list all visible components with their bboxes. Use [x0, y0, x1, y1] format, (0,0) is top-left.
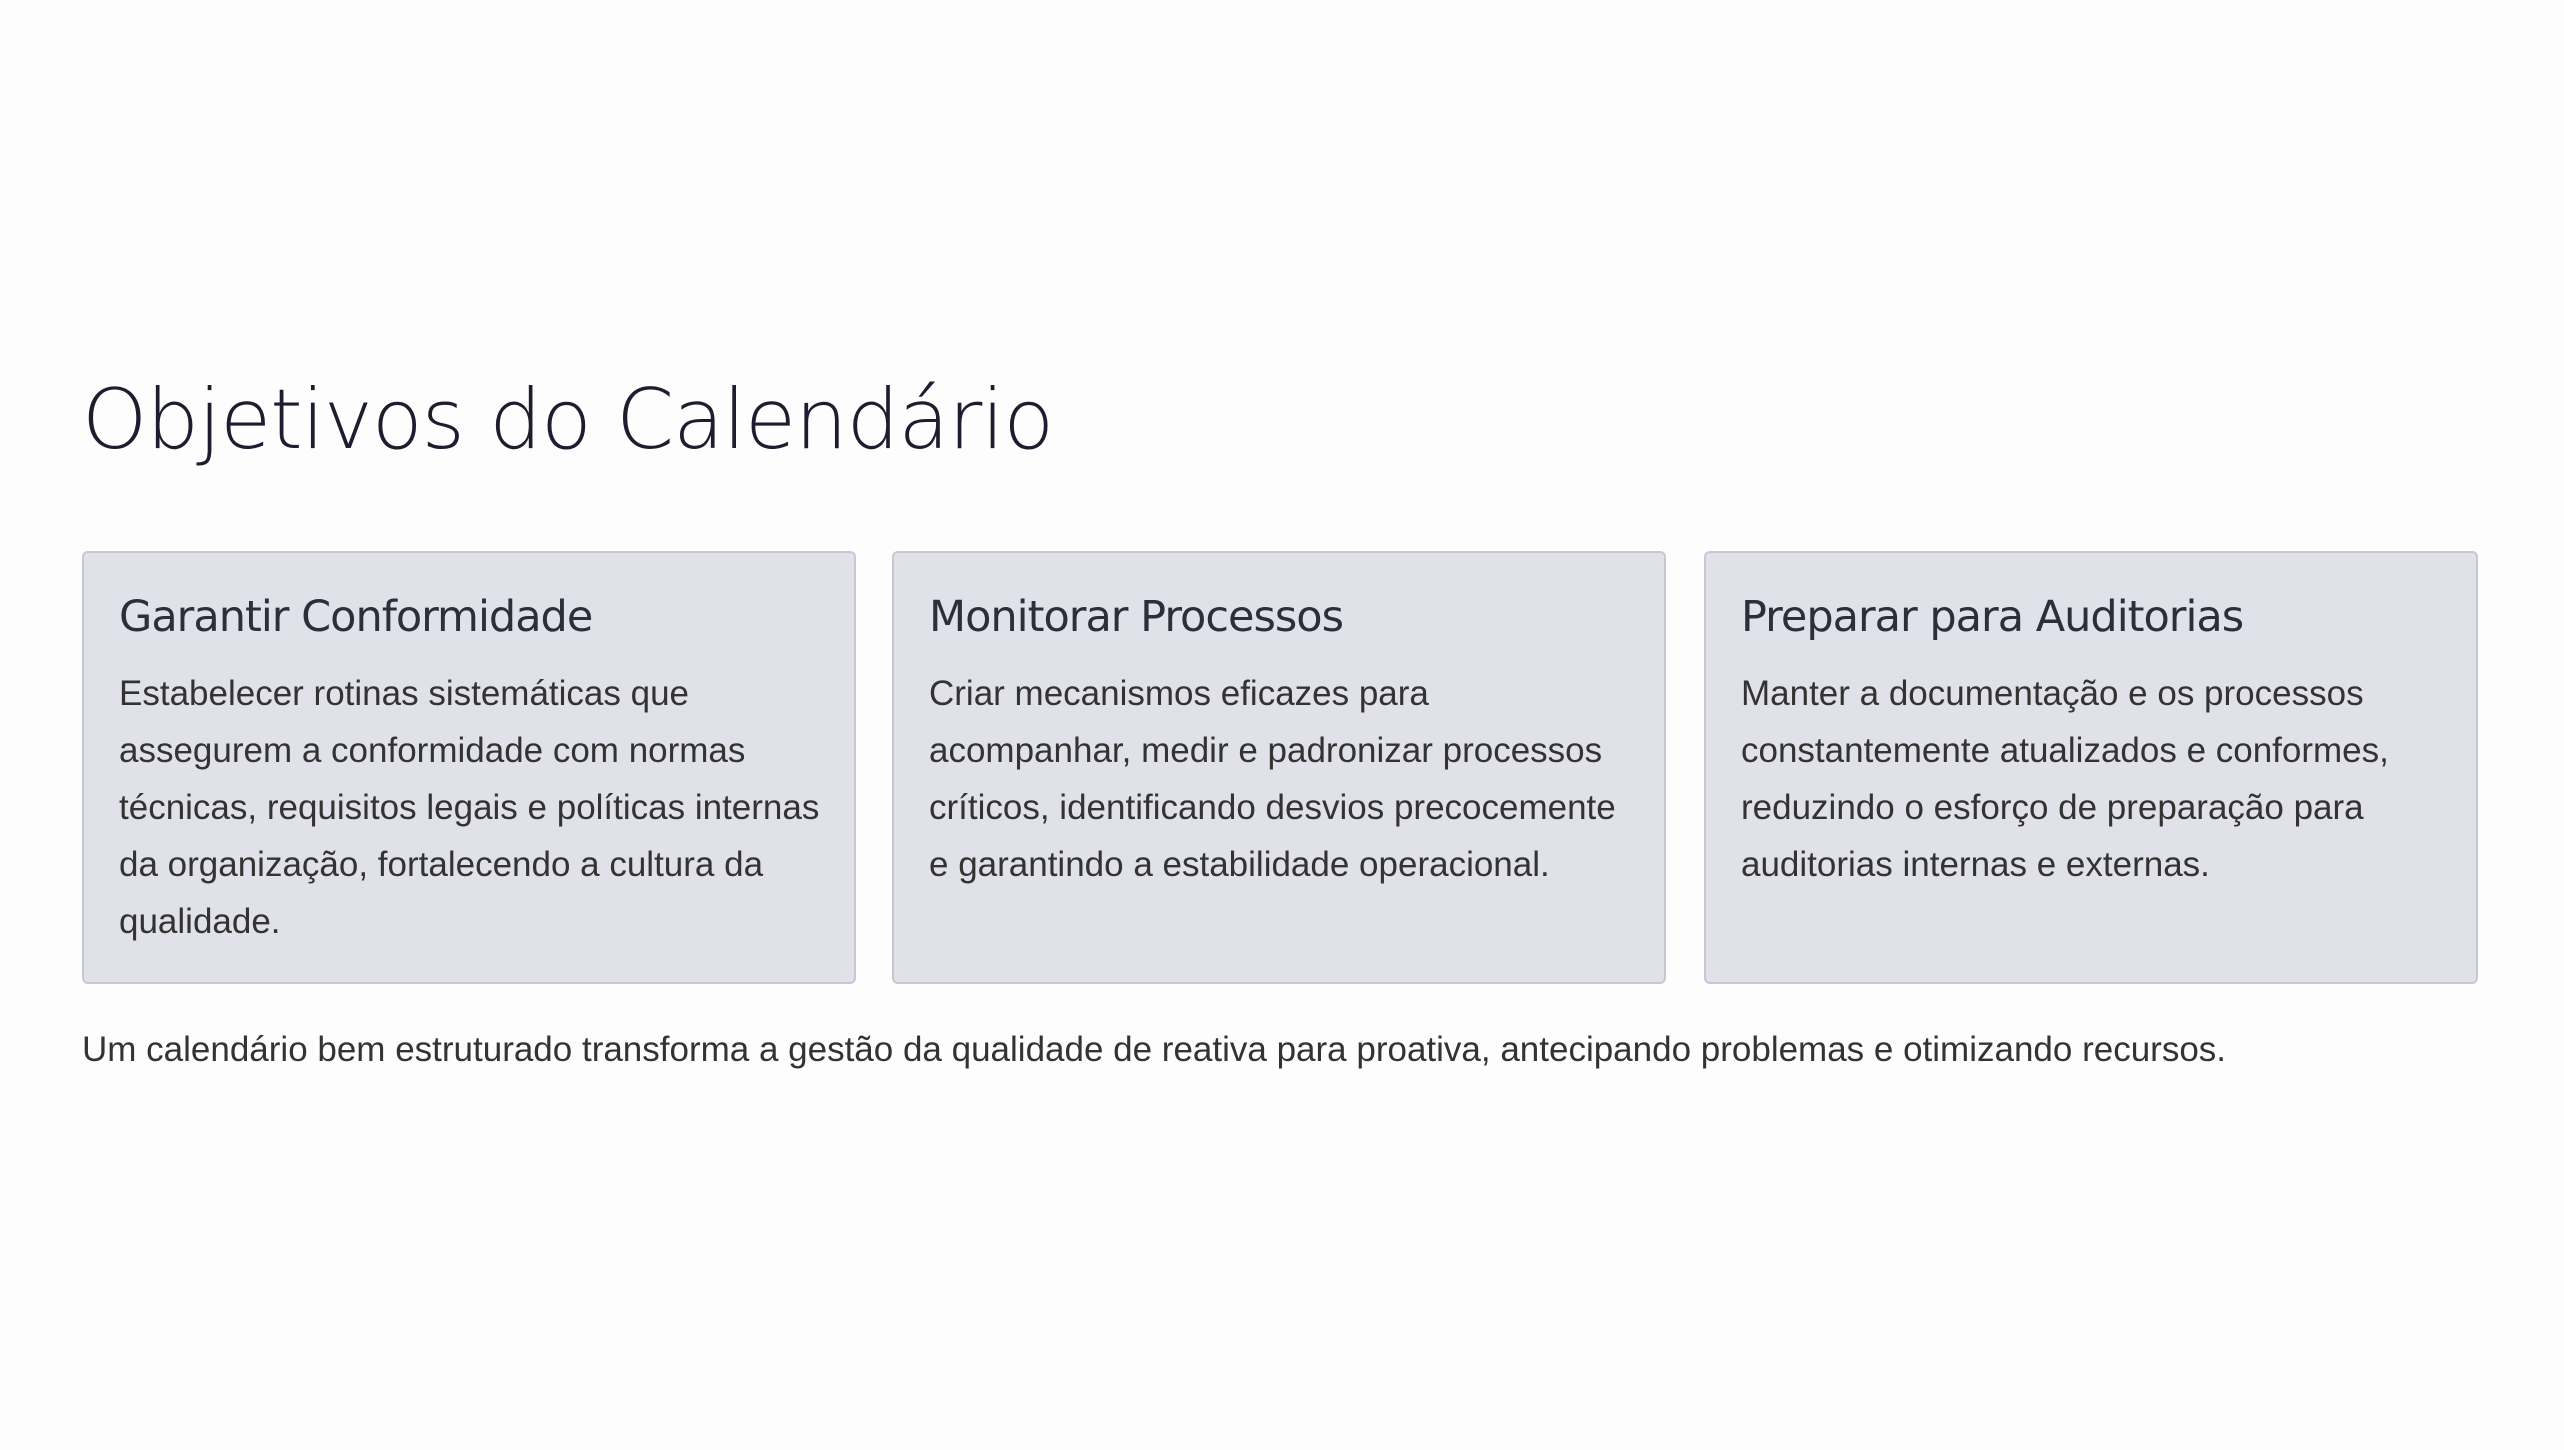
- card-text: Estabelecer rotinas sistemáticas que assegurem a conformidade com normas técnicas, requisitos legais e políticas internas da organização, fortalecendo a cultura da qualidade.: [119, 674, 820, 941]
- objectives-cards: [82, 551, 2482, 984]
- objective-card-processos: [892, 551, 1666, 984]
- summary-text: Um calendário bem estruturado transforma a gestão da qualidade de reativa para proativa, antecipando problemas e otimizando recursos.: [82, 1030, 2227, 1069]
- card-text: Criar mecanismos eficazes para acompanhar, medir e padronizar processos críticos, identificando desvios precocemente e garantindo a estabilidade operacional.: [929, 674, 1616, 884]
- page-title: Objetivos do Calendário: [82, 371, 1054, 468]
- card-text: Manter a documentação e os processos constantemente atualizados e conformes, reduzindo o esforço de preparação para auditorias internas e externas.: [1741, 674, 2389, 884]
- card-title: Preparar para Auditorias: [1741, 592, 2244, 642]
- card-title: Monitorar Processos: [929, 592, 1343, 642]
- objective-card-conformidade: [82, 551, 856, 984]
- card-title: Garantir Conformidade: [119, 592, 593, 642]
- objective-card-auditorias: [1704, 551, 2478, 984]
